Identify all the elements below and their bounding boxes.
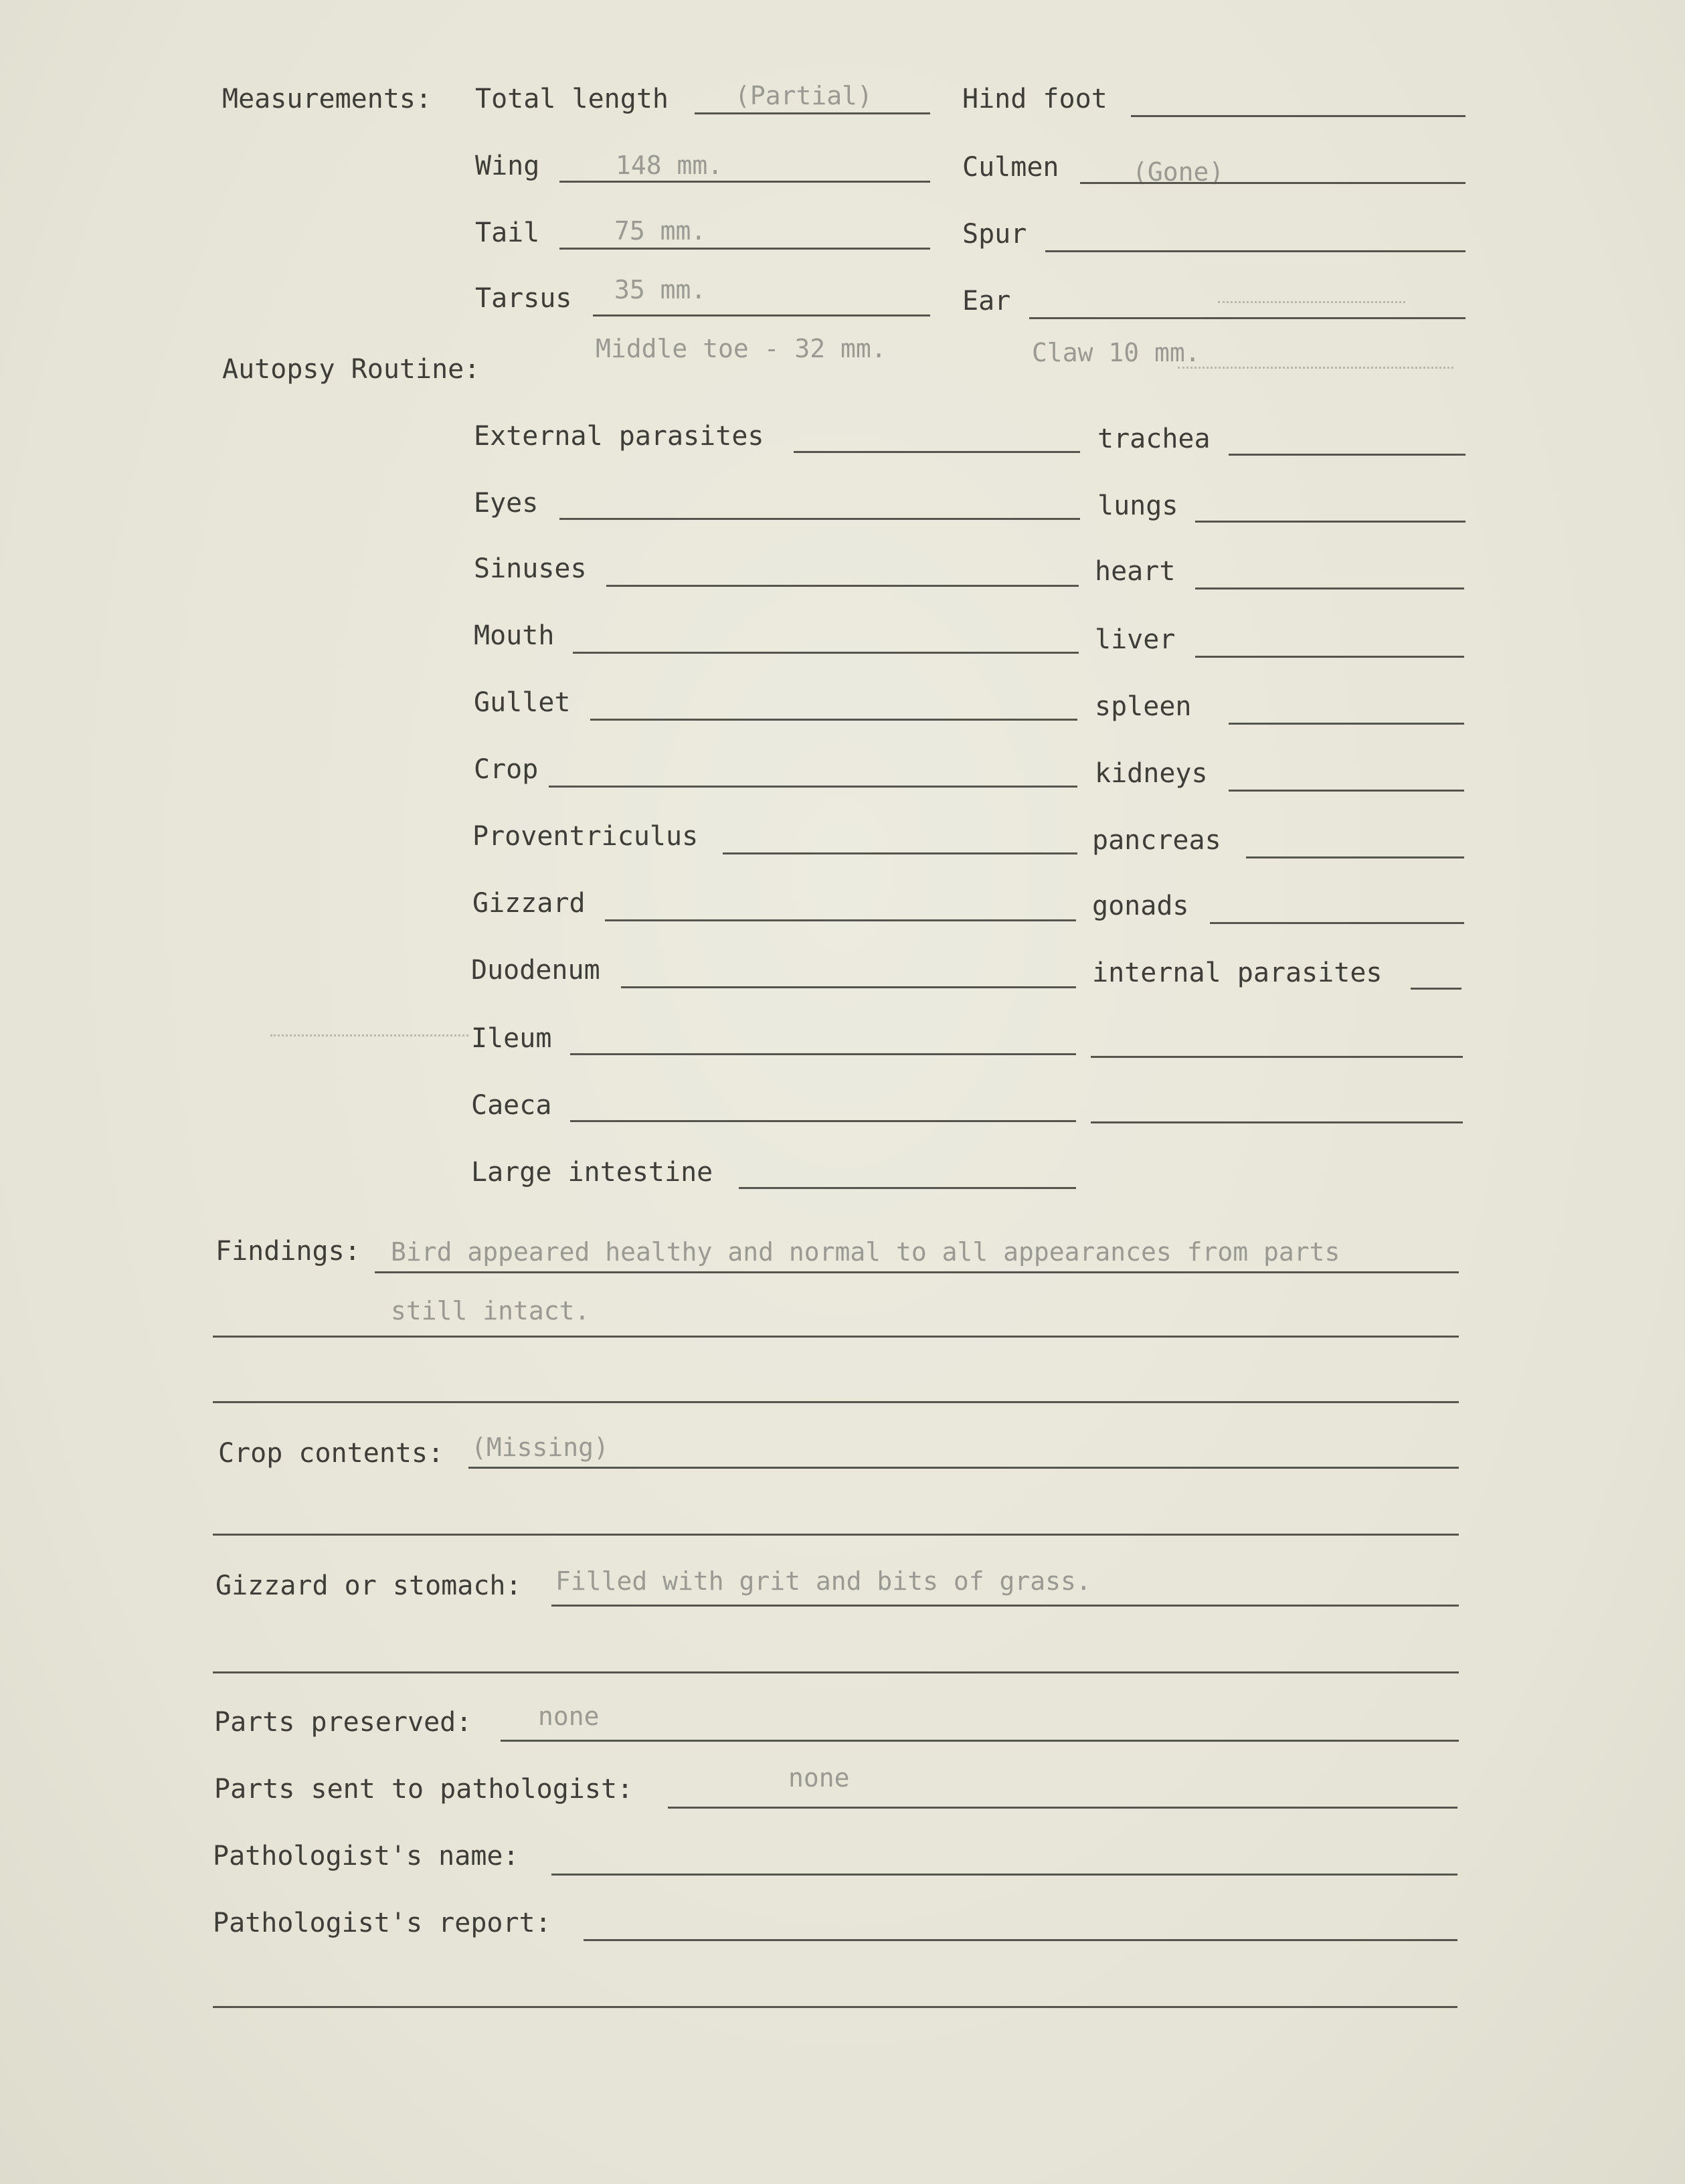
trachea-line xyxy=(1229,454,1466,456)
spur-line xyxy=(1045,250,1466,252)
gizzard-stomach-label: Gizzard or stomach: xyxy=(215,1570,522,1601)
duodenum-line xyxy=(621,986,1076,988)
crop-contents-label: Crop contents: xyxy=(218,1438,444,1469)
heart-line xyxy=(1195,587,1464,589)
gizzard-label: Gizzard xyxy=(472,888,586,919)
claw-note: Claw 10 mm. xyxy=(1032,338,1201,367)
parts-preserved-value[interactable]: none xyxy=(538,1702,600,1731)
middle-toe-note: Middle toe - 32 mm. xyxy=(596,334,887,363)
eyes-label: Eyes xyxy=(474,488,539,519)
crop-contents-rule xyxy=(468,1467,1459,1469)
internal-parasites-label: internal parasites xyxy=(1092,958,1383,988)
crop-label: Crop xyxy=(474,754,539,785)
kidneys-label: kidneys xyxy=(1095,758,1208,789)
crop-line xyxy=(549,786,1077,788)
parts-sent-label: Parts sent to pathologist: xyxy=(214,1774,634,1805)
lungs-line xyxy=(1195,521,1466,523)
findings-line3-rule xyxy=(213,1401,1459,1403)
extra-right-line-2 xyxy=(1091,1121,1463,1123)
crop-contents-rule-2 xyxy=(213,1534,1459,1536)
tail-line xyxy=(559,248,930,250)
total-length-value[interactable]: (Partial) xyxy=(735,81,873,110)
eyes-line xyxy=(559,518,1080,520)
ear-line xyxy=(1029,317,1466,319)
liver-label: liver xyxy=(1095,624,1176,655)
gizzard-stomach-rule xyxy=(551,1605,1459,1607)
spleen-line xyxy=(1229,723,1464,725)
findings-line2[interactable]: still intact. xyxy=(391,1296,590,1326)
parts-preserved-rule xyxy=(501,1740,1459,1742)
crop-contents-value[interactable]: (Missing) xyxy=(471,1433,609,1462)
gonads-line xyxy=(1210,922,1464,924)
pancreas-label: pancreas xyxy=(1092,825,1221,856)
caeca-label: Caeca xyxy=(471,1090,552,1121)
external-parasites-label: External parasites xyxy=(474,421,764,452)
sinuses-line xyxy=(606,585,1079,587)
findings-label: Findings: xyxy=(215,1236,361,1267)
ear-dots xyxy=(1218,301,1405,303)
autopsy-routine-label: Autopsy Routine: xyxy=(222,354,480,385)
gizzard-stomach-rule-2 xyxy=(213,1671,1459,1673)
measurements-label: Measurements: xyxy=(222,84,432,114)
sinuses-label: Sinuses xyxy=(474,553,587,584)
extra-right-line-1 xyxy=(1091,1056,1463,1058)
duodenum-label: Duodenum xyxy=(471,955,600,986)
internal-parasites-line xyxy=(1411,988,1461,990)
pathologist-report-label: Pathologist's report: xyxy=(213,1908,551,1938)
parts-sent-value[interactable]: none xyxy=(788,1763,850,1793)
parts-sent-rule xyxy=(668,1807,1457,1809)
mouth-line xyxy=(573,652,1079,654)
external-parasites-line xyxy=(794,451,1080,453)
parts-preserved-label: Parts preserved: xyxy=(214,1707,472,1738)
pancreas-line xyxy=(1246,856,1464,858)
findings-line1[interactable]: Bird appeared healthy and normal to all appearances from parts xyxy=(391,1237,1340,1267)
gizzard-line xyxy=(605,919,1076,921)
tail-value[interactable]: 75 mm. xyxy=(614,216,707,246)
ileum-line xyxy=(570,1053,1076,1055)
lungs-label: lungs xyxy=(1097,490,1178,521)
gonads-label: gonads xyxy=(1092,891,1189,921)
ileum-label: Ileum xyxy=(471,1023,552,1054)
pathologist-name-rule xyxy=(551,1874,1457,1876)
findings-line1-rule xyxy=(375,1271,1459,1273)
tarsus-label: Tarsus xyxy=(475,283,572,314)
gullet-label: Gullet xyxy=(474,687,571,718)
spur-label: Spur xyxy=(962,219,1027,250)
large-intestine-label: Large intestine xyxy=(471,1157,713,1188)
proventriculus-line xyxy=(723,852,1077,854)
hind-foot-line xyxy=(1131,115,1466,117)
claw-dots xyxy=(1178,367,1453,369)
mouth-label: Mouth xyxy=(474,620,555,651)
wing-line xyxy=(559,181,930,183)
wing-value[interactable]: 148 mm. xyxy=(616,151,723,180)
kidneys-line xyxy=(1229,790,1464,792)
findings-line2-rule xyxy=(213,1336,1459,1338)
pathologist-report-rule xyxy=(584,1939,1457,1941)
total-length-label: Total length xyxy=(475,84,669,114)
heart-label: heart xyxy=(1095,556,1176,587)
ileum-dots xyxy=(270,1034,468,1036)
culmen-value[interactable]: (Gone) xyxy=(1132,157,1225,187)
trachea-label: trachea xyxy=(1097,424,1211,454)
gizzard-stomach-value[interactable]: Filled with grit and bits of grass. xyxy=(555,1566,1091,1596)
culmen-label: Culmen xyxy=(962,152,1059,183)
pathologist-name-label: Pathologist's name: xyxy=(213,1841,519,1872)
total-length-line xyxy=(695,112,930,114)
wing-label: Wing xyxy=(475,151,540,181)
proventriculus-label: Proventriculus xyxy=(472,821,699,852)
liver-line xyxy=(1195,656,1464,658)
tail-label: Tail xyxy=(475,217,540,248)
hind-foot-label: Hind foot xyxy=(962,84,1107,114)
gullet-line xyxy=(590,719,1077,721)
tarsus-value[interactable]: 35 mm. xyxy=(614,275,707,304)
spleen-label: spleen xyxy=(1095,691,1192,722)
ear-label: Ear xyxy=(962,286,1011,316)
culmen-line xyxy=(1080,182,1466,184)
large-intestine-line xyxy=(739,1187,1076,1189)
tarsus-line xyxy=(593,314,930,316)
caeca-line xyxy=(570,1120,1076,1122)
pathologist-report-rule-2 xyxy=(213,2006,1457,2008)
